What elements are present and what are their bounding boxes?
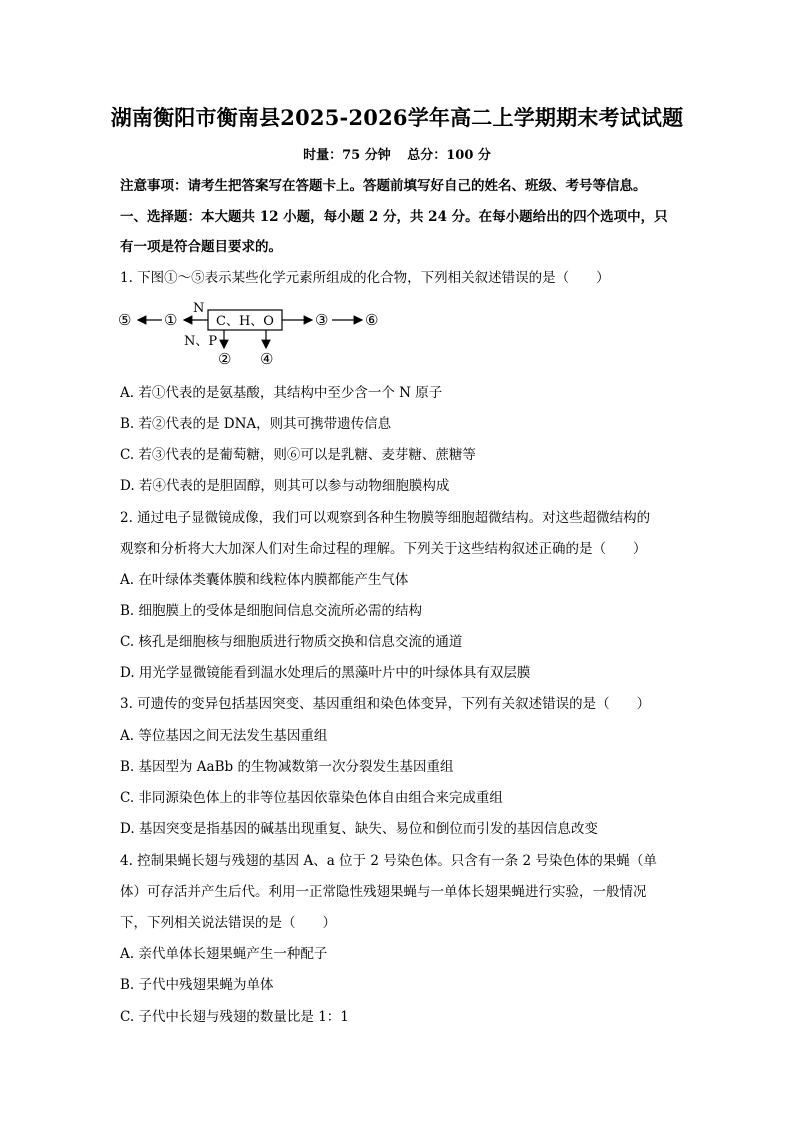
- element-box-label: C、H、O: [216, 314, 274, 329]
- q2-option-d: D. 用光学显微镜能看到温水处理后的黑藻叶片中的叶绿体具有双层膜: [120, 665, 531, 681]
- q4-option-b: B. 子代中残翅果蝇为单体: [120, 977, 274, 993]
- q4-option-c: C. 子代中长翅与残翅的数量比是 1：1: [120, 1009, 349, 1025]
- q3-stem: 3. 可遗传的变异包括基因突变、基因重组和染色体变异，下列有关叙述错误的是（ ）: [120, 696, 651, 712]
- q3-option-b: B. 基因型为 AaBb 的生物减数第一次分裂发生基因重组: [120, 759, 454, 775]
- score-label: 总分：100 分: [407, 148, 491, 163]
- node-2: ②: [218, 350, 232, 368]
- q3-option-a: A. 等位基因之间无法发生基因重组: [120, 728, 328, 744]
- q3-option-d: D. 基因突变是指基因的碱基出现重复、缺失、易位和倒位而引发的基因信息改变: [120, 821, 598, 837]
- q2-option-c: C. 核孔是细胞核与细胞质进行物质交换和信息交流的通道: [120, 634, 463, 650]
- q3-option-c: C. 非同源染色体上的非等位基因依靠染色体自由组合来完成重组: [120, 790, 503, 806]
- notice: 注意事项：请考生把答案写在答题卡上。答题前填写好自己的姓名、班级、考号等信息。: [120, 178, 647, 194]
- node-4: ④: [260, 350, 274, 368]
- q2-stem-line2: 观察和分析将大大加深人们对生命过程的理解。下列关于这些结构叙述正确的是（ ）: [120, 541, 647, 557]
- exam-meta: [0, 144, 794, 163]
- q2-option-a: A. 在叶绿体类囊体膜和线粒体内膜都能产生气体: [120, 572, 409, 588]
- n-label: N: [193, 301, 205, 316]
- q2-stem-line1: 2. 通过电子显微镜成像，我们可以观察到各种生物膜等细胞超微结构。对这些超微结构的: [120, 510, 651, 526]
- compound-diagram: [114, 298, 394, 370]
- node-1: ①: [164, 311, 178, 329]
- q4-stem-line3: 下，下列相关说法错误的是（ ）: [120, 915, 336, 931]
- node-6: ⑥: [365, 311, 379, 329]
- q1-option-a: A. 若①代表的是氨基酸，其结构中至少含一个 N 原子: [120, 385, 443, 401]
- q1-stem: 1. 下图①～⑤表示某些化学元素所组成的化合物，下列相关叙述错误的是（ ）: [120, 270, 610, 286]
- section-heading-line1: 一、选择题：本大题共 12 小题，每小题 2 分，共 24 分。在每小题给出的四个选项中，只: [120, 209, 668, 225]
- node-3: ③: [315, 311, 329, 329]
- time-label: 时量：75 分钟: [303, 148, 391, 163]
- q4-stem-line1: 4. 控制果蝇长翅与残翅的基因 A、a 位于 2 号染色体。只含有一条 2 号染色体的果蝇（单: [120, 853, 657, 869]
- q1-option-b: B. 若②代表的是 DNA，则其可携带遗传信息: [120, 416, 392, 432]
- np-label: N、P: [184, 334, 218, 349]
- q4-stem-line2: 体）可存活并产生后代。利用一正常隐性残翅果蝇与一单体长翅果蝇进行实验，一般情况: [120, 884, 647, 900]
- q2-option-b: B. 细胞膜上的受体是细胞间信息交流所必需的结构: [120, 603, 423, 619]
- page-title: 湖南衡阳市衡南县2025-2026学年高二上学期期末考试试题: [110, 105, 684, 130]
- section-heading-line2: 有一项是符合题目要求的。: [120, 239, 282, 255]
- node-5: ⑤: [118, 311, 132, 329]
- q1-option-d: D. 若④代表的是胆固醇，则其可以参与动物细胞膜构成: [120, 478, 450, 494]
- q1-diagram: [114, 298, 394, 370]
- q4-option-a: A. 亲代单体长翅果蝇产生一种配子: [120, 946, 328, 962]
- q1-option-c: C. 若③代表的是葡萄糖，则⑥可以是乳糖、麦芽糖、蔗糖等: [120, 447, 476, 463]
